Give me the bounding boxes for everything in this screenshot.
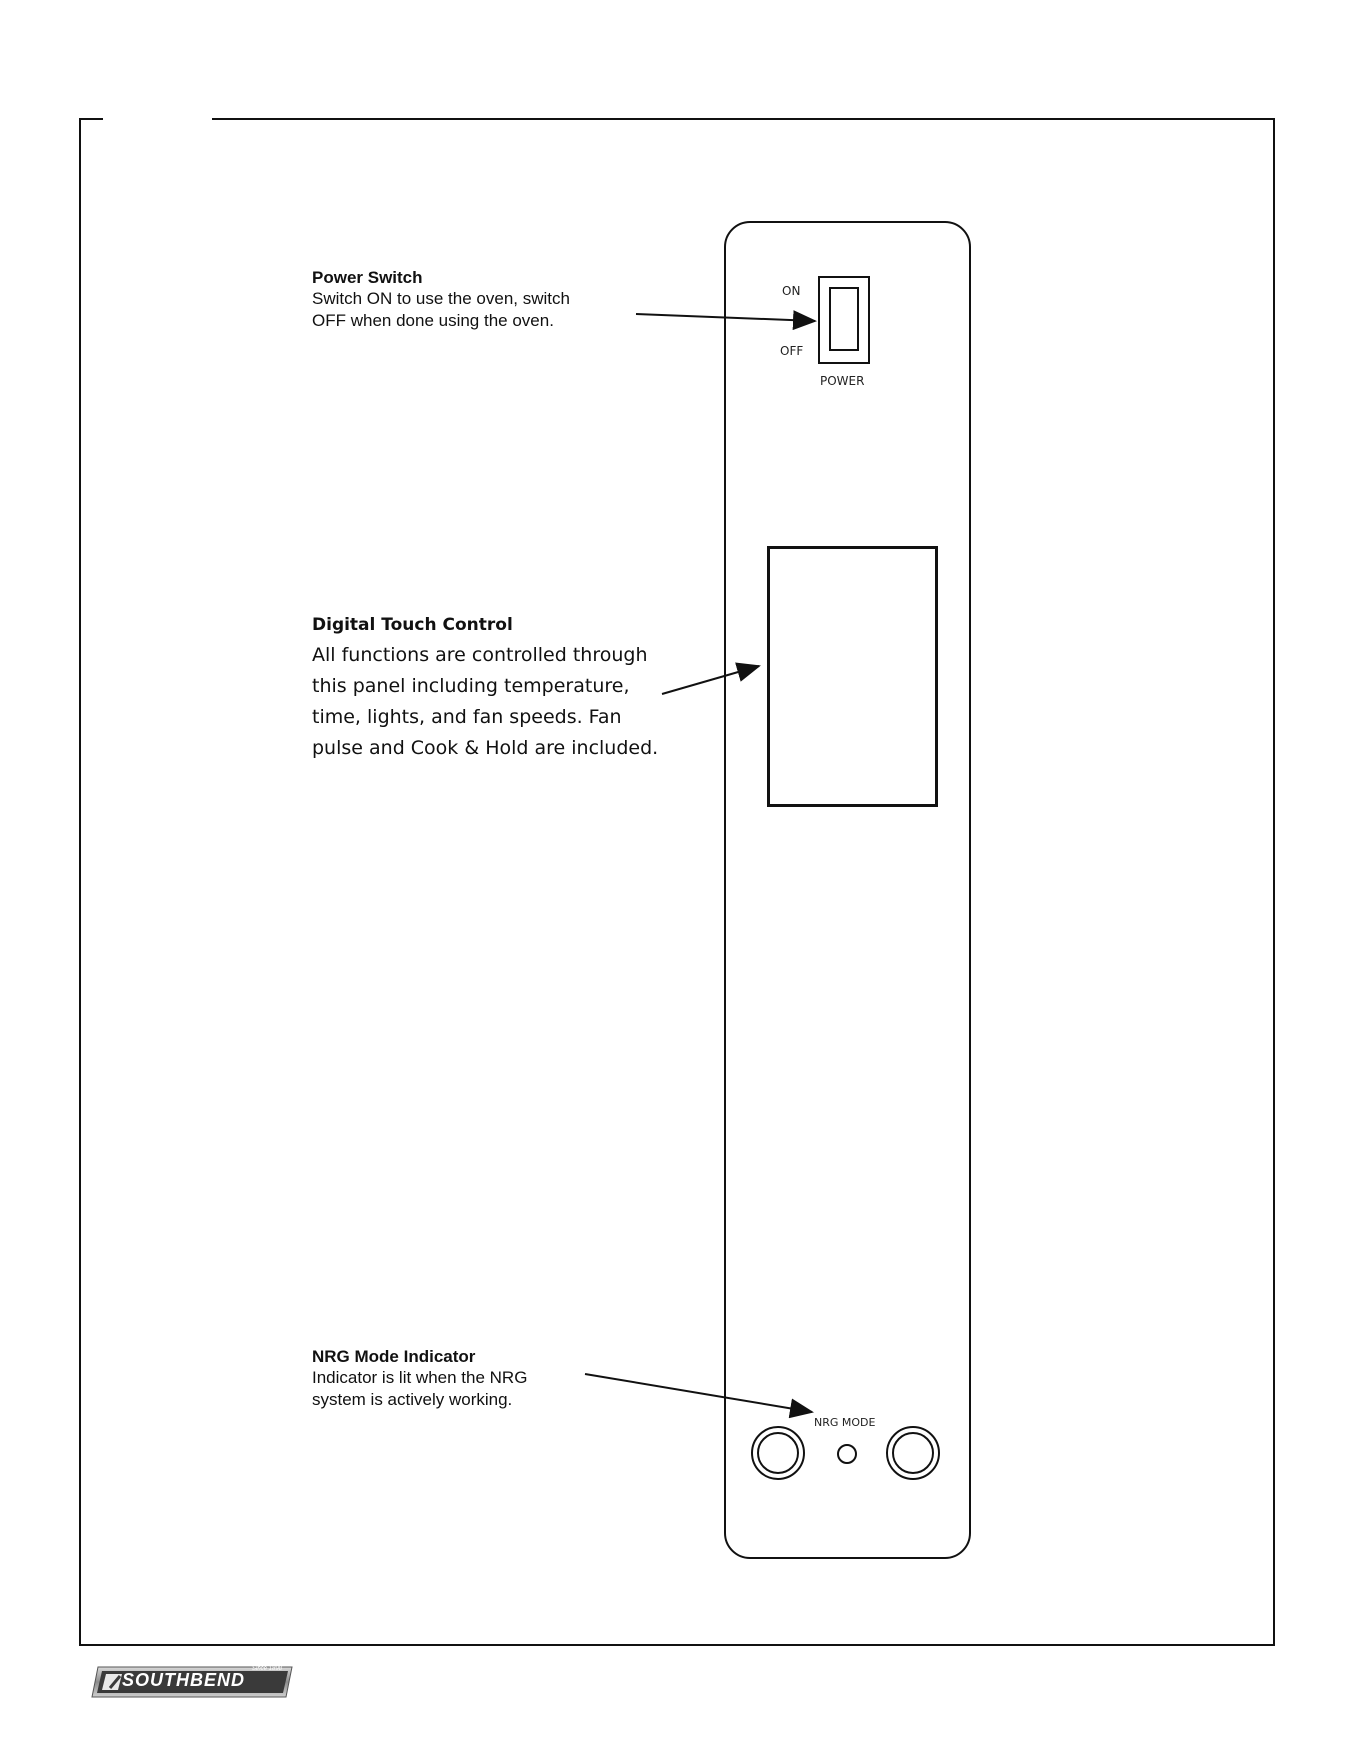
callout-line: time, lights, and fan speeds. Fan xyxy=(312,706,622,728)
callout-line: Switch ON to use the oven, switch xyxy=(312,289,570,308)
touch-control-arrow xyxy=(662,666,759,694)
callout-line: this panel including temperature, xyxy=(312,675,630,697)
nrg-mode-label: NRG MODE xyxy=(814,1416,876,1429)
callout-title: Power Switch xyxy=(312,268,423,287)
logo-since-text: Since 1898 xyxy=(252,1666,283,1672)
callout-title: NRG Mode Indicator xyxy=(312,1347,476,1366)
power-label: POWER xyxy=(820,374,865,388)
callout-line: pulse and Cook & Hold are included. xyxy=(312,737,659,759)
callout-title: Digital Touch Control xyxy=(312,615,513,635)
switch-on-label: ON xyxy=(782,284,801,298)
nrg-mode-arrow xyxy=(585,1374,812,1412)
switch-off-label: OFF xyxy=(780,344,804,358)
callout-line: Indicator is lit when the NRG xyxy=(312,1368,528,1387)
callout-line: OFF when done using the oven. xyxy=(312,311,554,330)
power-switch-arrow xyxy=(636,314,815,321)
logo-brand-text: SOUTHBEND xyxy=(122,1670,246,1690)
callout-line: system is actively working. xyxy=(312,1390,513,1409)
callout-line: All functions are controlled through xyxy=(312,644,648,666)
